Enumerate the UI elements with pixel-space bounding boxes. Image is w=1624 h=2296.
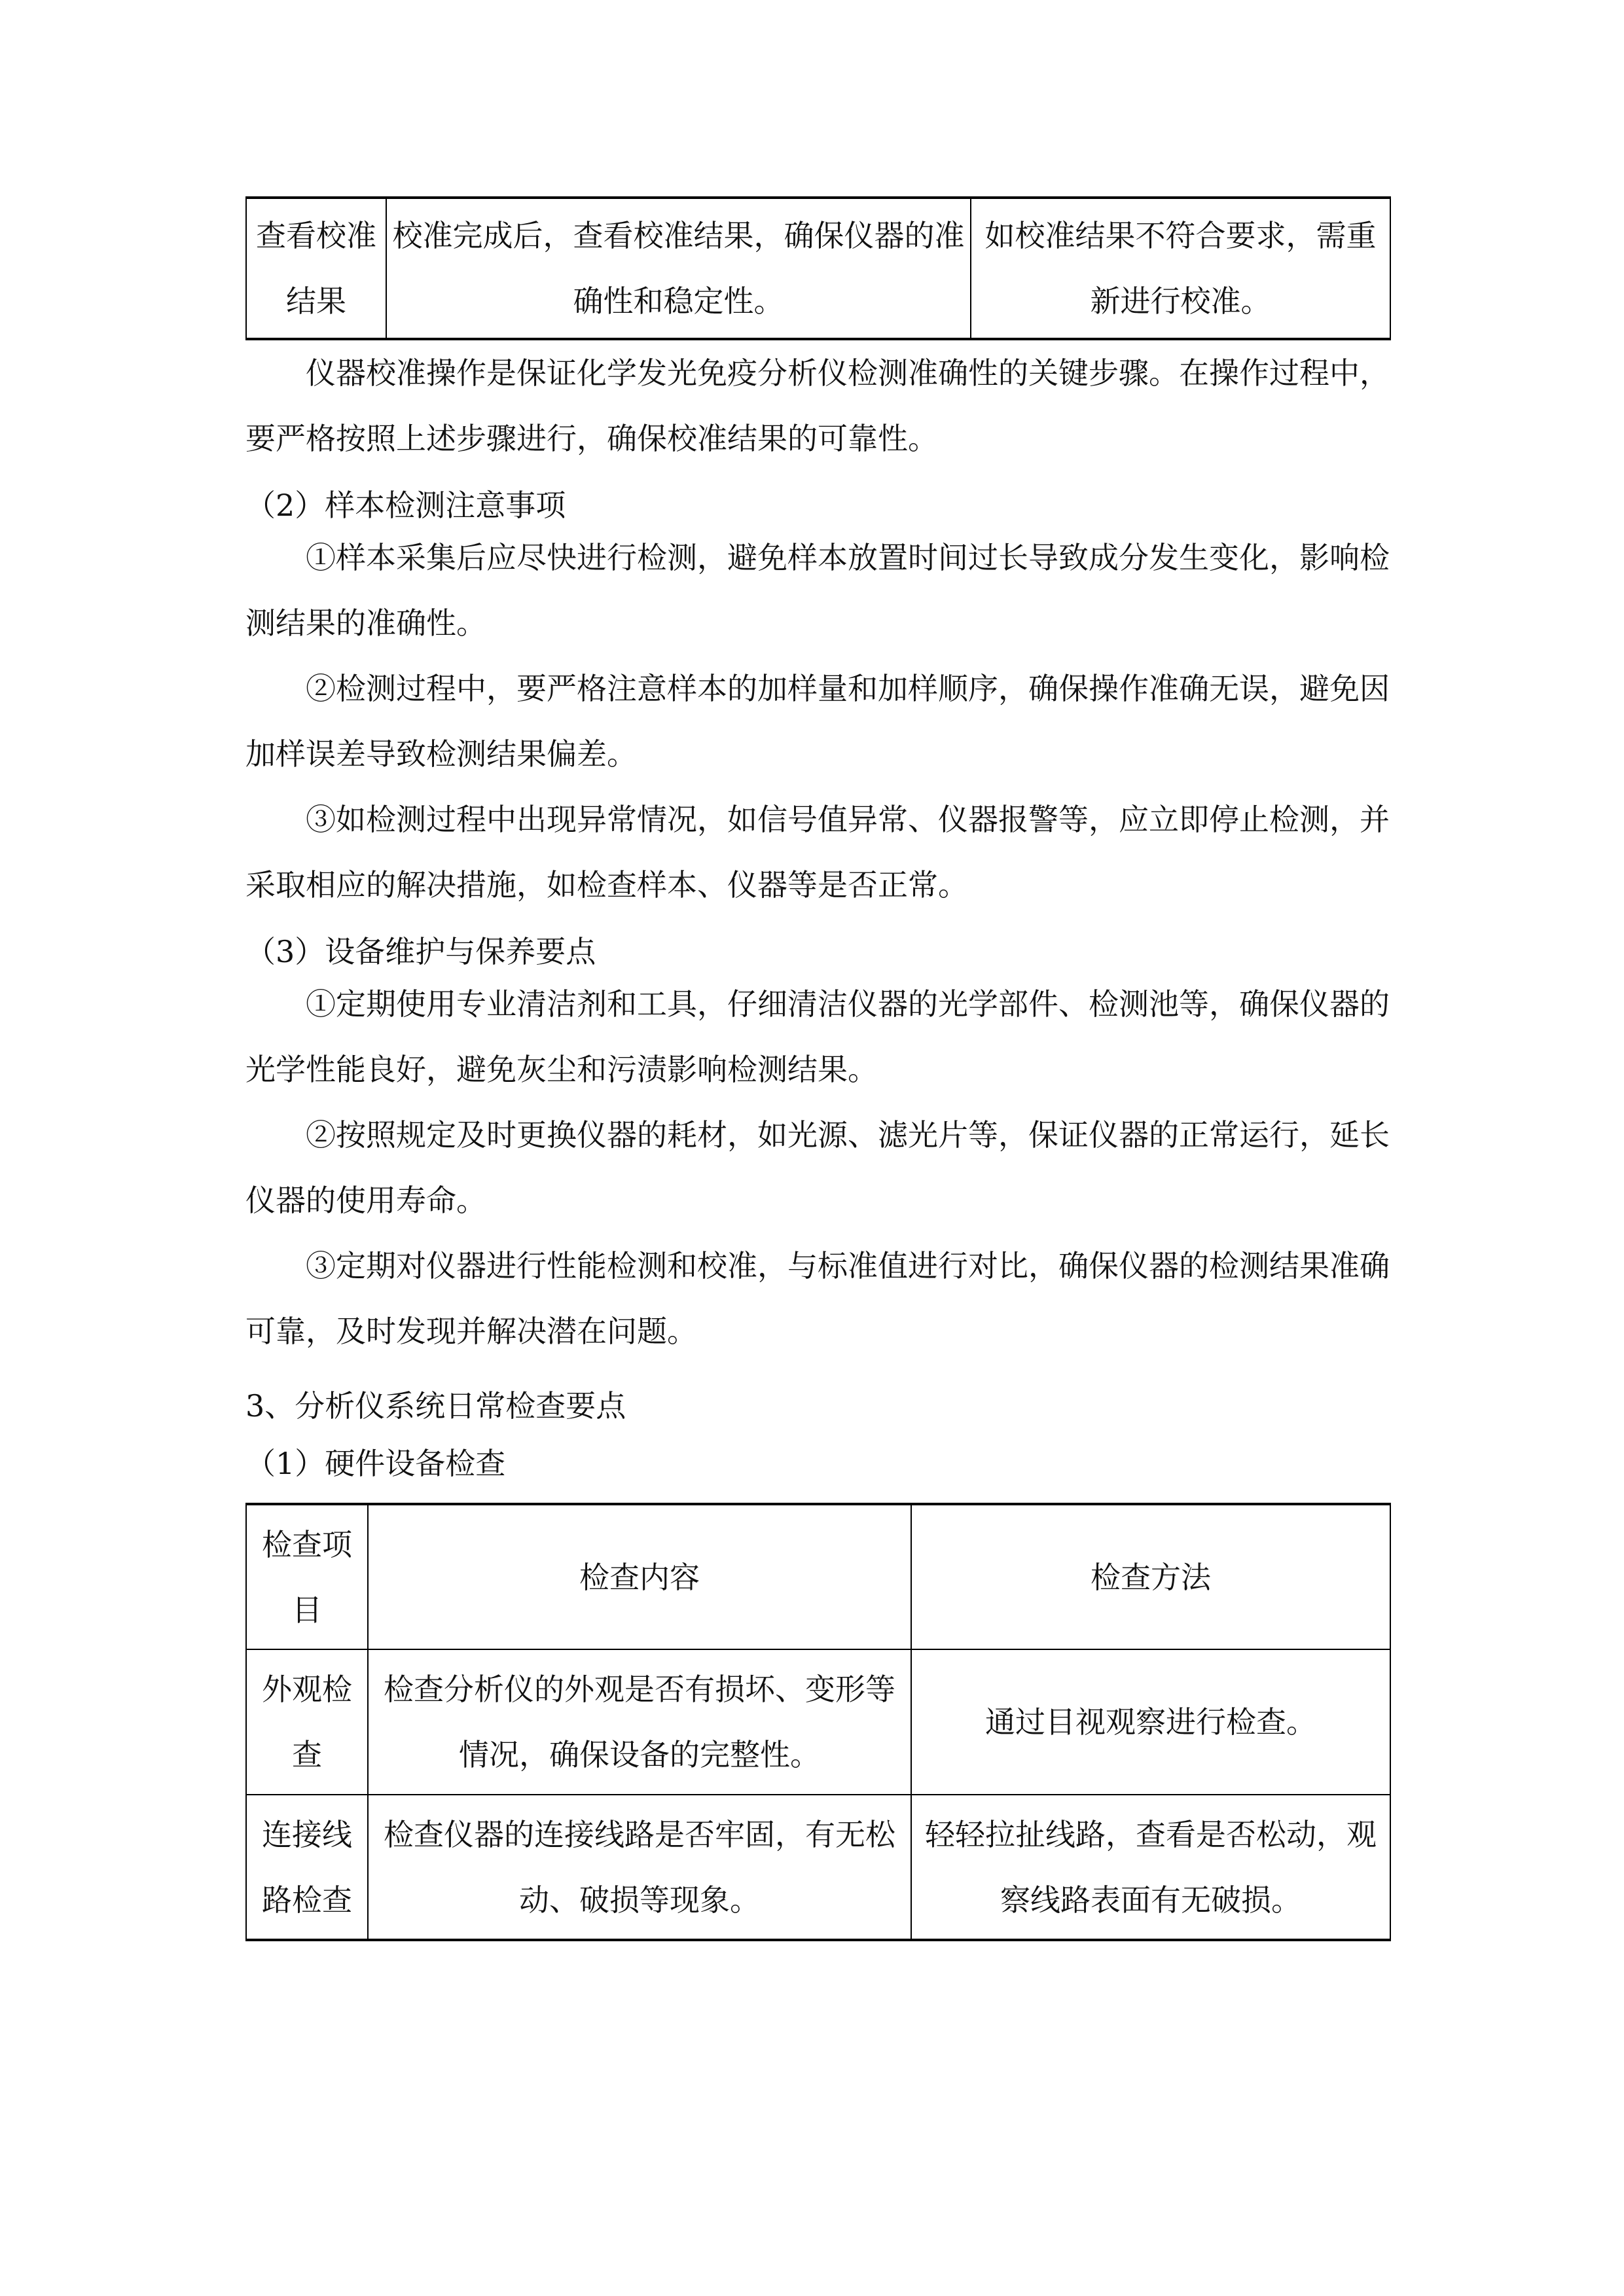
- column-header-method: 检查方法: [911, 1504, 1390, 1649]
- list-item: ①定期使用专业清洁剂和工具，仔细清洁仪器的光学部件、检测池等，确保仪器的光学性能良好，避免灰尘和污渍影响检测结果。: [245, 986, 1390, 1087]
- table-cell-item: 连接线路检查: [246, 1795, 368, 1940]
- table-cell-item: 外观检查: [246, 1649, 368, 1795]
- table-row: [246, 1795, 1390, 1940]
- table-cell-method: 通过目视观察进行检查。: [911, 1649, 1390, 1795]
- table-cell-step: 查看校准结果: [246, 198, 386, 339]
- column-header-content: 检查内容: [368, 1504, 911, 1649]
- summary-paragraph: 仪器校准操作是保证化学发光免疫分析仪检测准确性的关键步骤。在操作过程中，要严格按照上述步骤进行，确保校准结果的可靠性。: [245, 355, 1390, 456]
- table-cell-content: 检查仪器的连接线路是否牢固，有无松动、破损等现象。: [368, 1795, 911, 1940]
- section-heading-sample-testing: （2）样本检测注意事项: [245, 488, 566, 523]
- calibration-table: [245, 196, 1391, 340]
- document-page: [245, 196, 1390, 1941]
- list-item: ③定期对仪器进行性能检测和校准，与标准值进行对比，确保仪器的检测结果准确可靠，及时发现并解决潜在问题。: [245, 1248, 1390, 1349]
- table-row: [246, 1649, 1390, 1795]
- list-item: ②按照规定及时更换仪器的耗材，如光源、滤光片等，保证仪器的正常运行，延长仪器的使用寿命。: [245, 1117, 1390, 1218]
- table-cell-content: 检查分析仪的外观是否有损坏、变形等情况，确保设备的完整性。: [368, 1649, 911, 1795]
- chapter-heading: 3、分析仪系统日常检查要点: [245, 1388, 626, 1424]
- list-item: ②检测过程中，要严格注意样本的加样量和加样顺序，确保操作准确无误，避免因加样误差导致检测结果偏差。: [245, 671, 1390, 772]
- hardware-check-table: [245, 1503, 1391, 1941]
- table-row: [246, 198, 1390, 339]
- table-cell-method: 轻轻拉扯线路，查看是否松动，观察线路表面有无破损。: [911, 1795, 1390, 1940]
- list-item: ①样本采集后应尽快进行检测，避免样本放置时间过长导致成分发生变化，影响检测结果的准确性。: [245, 540, 1390, 641]
- subsection-heading-hardware: （1）硬件设备检查: [245, 1446, 506, 1481]
- table-cell-content: 校准完成后，查看校准结果，确保仪器的准确性和稳定性。: [386, 198, 971, 339]
- table-header-row: [246, 1504, 1390, 1649]
- section-heading-maintenance: （3）设备维护与保养要点: [245, 934, 596, 969]
- table-cell-note: 如校准结果不符合要求，需重新进行校准。: [971, 198, 1390, 339]
- column-header-item: 检查项目: [246, 1504, 368, 1649]
- list-item: ③如检测过程中出现异常情况，如信号值异常、仪器报警等，应立即停止检测，并采取相应的解决措施，如检查样本、仪器等是否正常。: [245, 802, 1390, 903]
